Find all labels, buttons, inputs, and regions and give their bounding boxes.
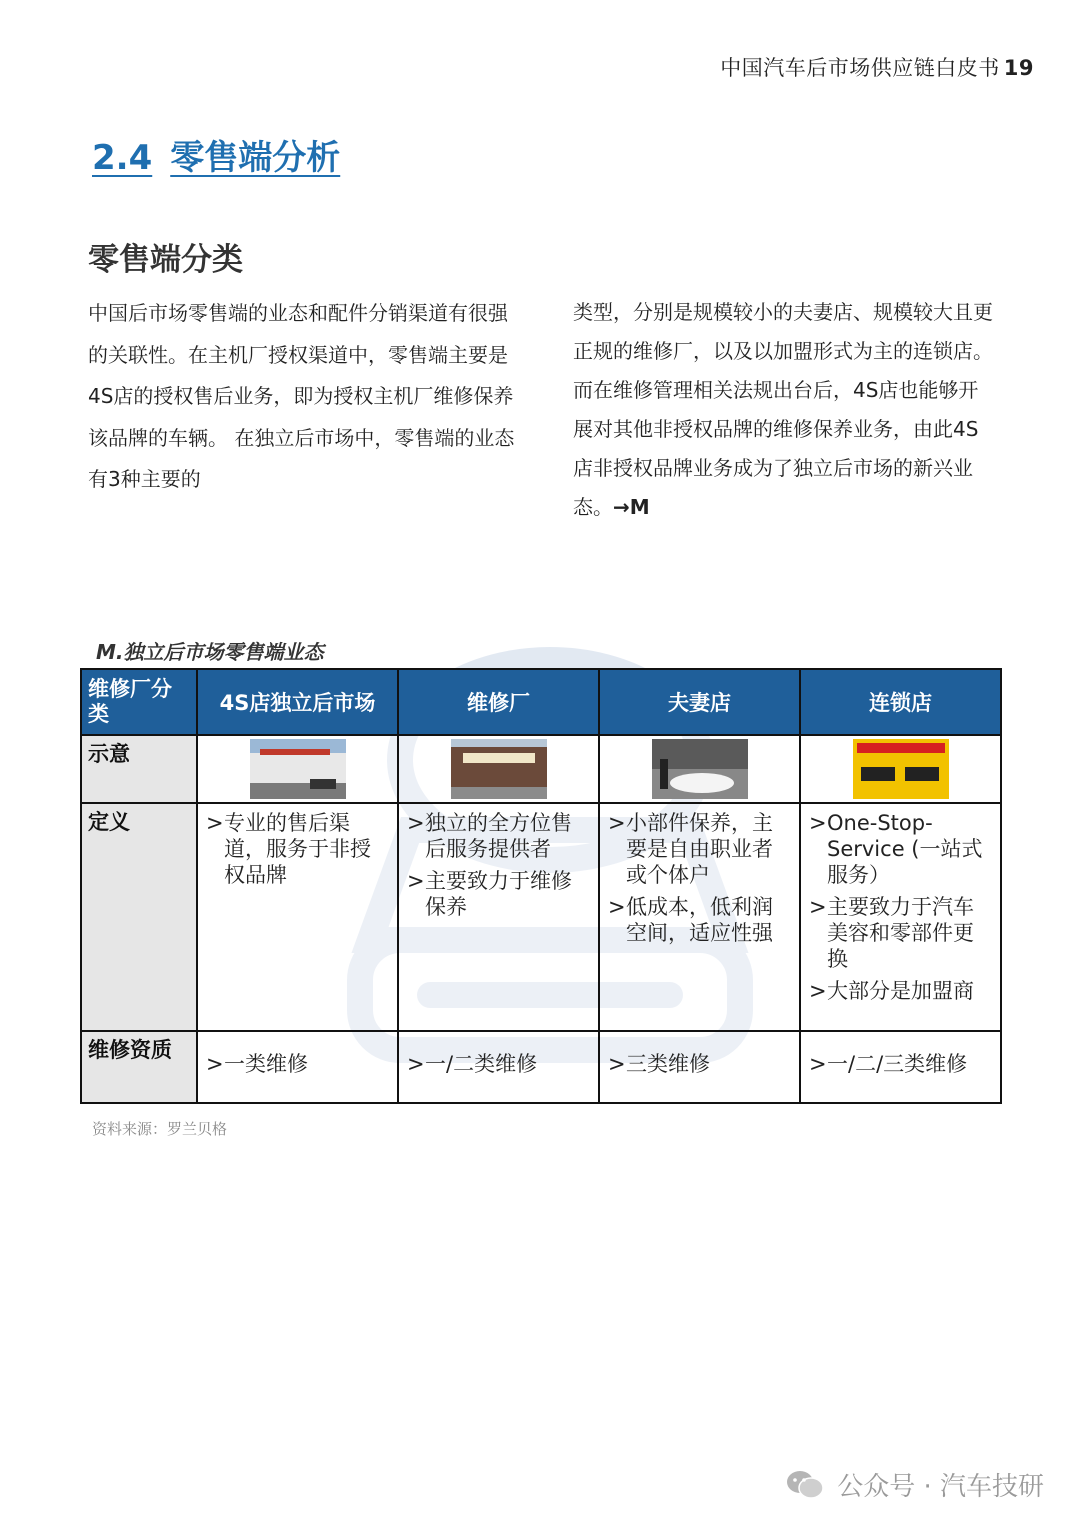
column-header-4s: 4S店独立后市场 xyxy=(197,669,398,735)
doc-title: 中国汽车后市场供应链白皮书 xyxy=(720,56,1000,80)
section-title-text: 零售端分析 xyxy=(170,138,341,178)
row-label-illustration: 示意 xyxy=(81,735,197,803)
table-header-row xyxy=(81,669,1001,735)
section-number: 2.4 xyxy=(92,138,153,178)
definition-item: > 低成本，低利润空间，适应性强 xyxy=(608,894,793,946)
definition-item: > One-Stop-Service (一站式服务） xyxy=(809,810,994,888)
column-header-chain-store: 连锁店 xyxy=(800,669,1001,735)
figure-caption: M.独立后市场零售端业态 xyxy=(96,640,324,664)
qualification-cell xyxy=(197,1031,398,1103)
repair-shop-photo xyxy=(451,739,547,799)
table-row-qualification xyxy=(81,1031,1001,1103)
footer-watermark xyxy=(785,1466,1044,1503)
table-row-definition xyxy=(81,803,1001,1031)
qualification-item: > 一类维修 xyxy=(206,1051,391,1077)
photo-cell xyxy=(398,735,599,803)
footer-watermark-text: 公众号 · 汽车技研 xyxy=(837,1472,1044,1502)
figure-source: 资料来源：罗兰贝格 xyxy=(92,1120,228,1138)
body-paragraph-right-text: 类型，分别是规模较小的夫妻店、规模较大且更正规的维修厂，以及以加盟形式为主的连锁店。而在维修管理相关法规出台后，4S店也能够开展对其他非授权品牌的维修保养业务，由此4S店非授权品牌业务成为了独立后市场的新兴业态。 xyxy=(573,300,993,519)
body-paragraph-right xyxy=(573,293,998,527)
table-corner-label: 维修厂分类 xyxy=(81,669,197,735)
row-label-qualification: 维修资质 xyxy=(81,1031,197,1103)
definition-item: > 大部分是加盟商 xyxy=(809,978,994,1004)
column-header-family-shop: 夫妻店 xyxy=(599,669,800,735)
definition-item: > 专业的售后渠道，服务于非授权品牌 xyxy=(206,810,391,888)
photo-cell xyxy=(197,735,398,803)
page-number: 19 xyxy=(1003,56,1034,80)
body-paragraph-left: 中国后市场零售端的业态和配件分销渠道有很强的关联性。在主机厂授权渠道中，零售端主要是4S店的授权售后业务，即为授权主机厂维修保养该品牌的车辆。 在独立后市场中，零售端的业态有3种主要的 xyxy=(88,301,515,491)
qualification-cell xyxy=(800,1031,1001,1103)
table-row-illustration xyxy=(81,735,1001,803)
column-header-repair-shop: 维修厂 xyxy=(398,669,599,735)
definition-item: > 独立的全方位售后服务提供者 xyxy=(407,810,592,862)
definition-item: > 小部件保养，主要是自由职业者或个体户 xyxy=(608,810,793,888)
qualification-item: > 一/二类维修 xyxy=(407,1051,592,1077)
retail-format-table xyxy=(80,668,1002,1104)
chain-store-photo xyxy=(853,739,949,799)
qualification-item: > 一/二/三类维修 xyxy=(809,1051,994,1077)
qualification-cell xyxy=(398,1031,599,1103)
photo-cell xyxy=(800,735,1001,803)
4s-store-photo xyxy=(250,739,346,799)
definition-cell xyxy=(599,803,800,1031)
definition-item: > 主要致力于汽车美容和零部件更换 xyxy=(809,894,994,972)
section-title xyxy=(92,130,340,179)
figure-ref: →M xyxy=(613,495,650,519)
subsection-title: 零售端分类 xyxy=(88,242,243,278)
definition-cell xyxy=(197,803,398,1031)
qualification-cell xyxy=(599,1031,800,1103)
definition-item: > 主要致力于维修保养 xyxy=(407,868,592,920)
row-label-definition: 定义 xyxy=(81,803,197,1031)
wechat-icon xyxy=(785,1469,825,1501)
family-shop-photo xyxy=(652,739,748,799)
qualification-item: > 三类维修 xyxy=(608,1051,793,1077)
photo-cell xyxy=(599,735,800,803)
definition-cell xyxy=(800,803,1001,1031)
definition-cell xyxy=(398,803,599,1031)
running-head xyxy=(720,52,1034,82)
